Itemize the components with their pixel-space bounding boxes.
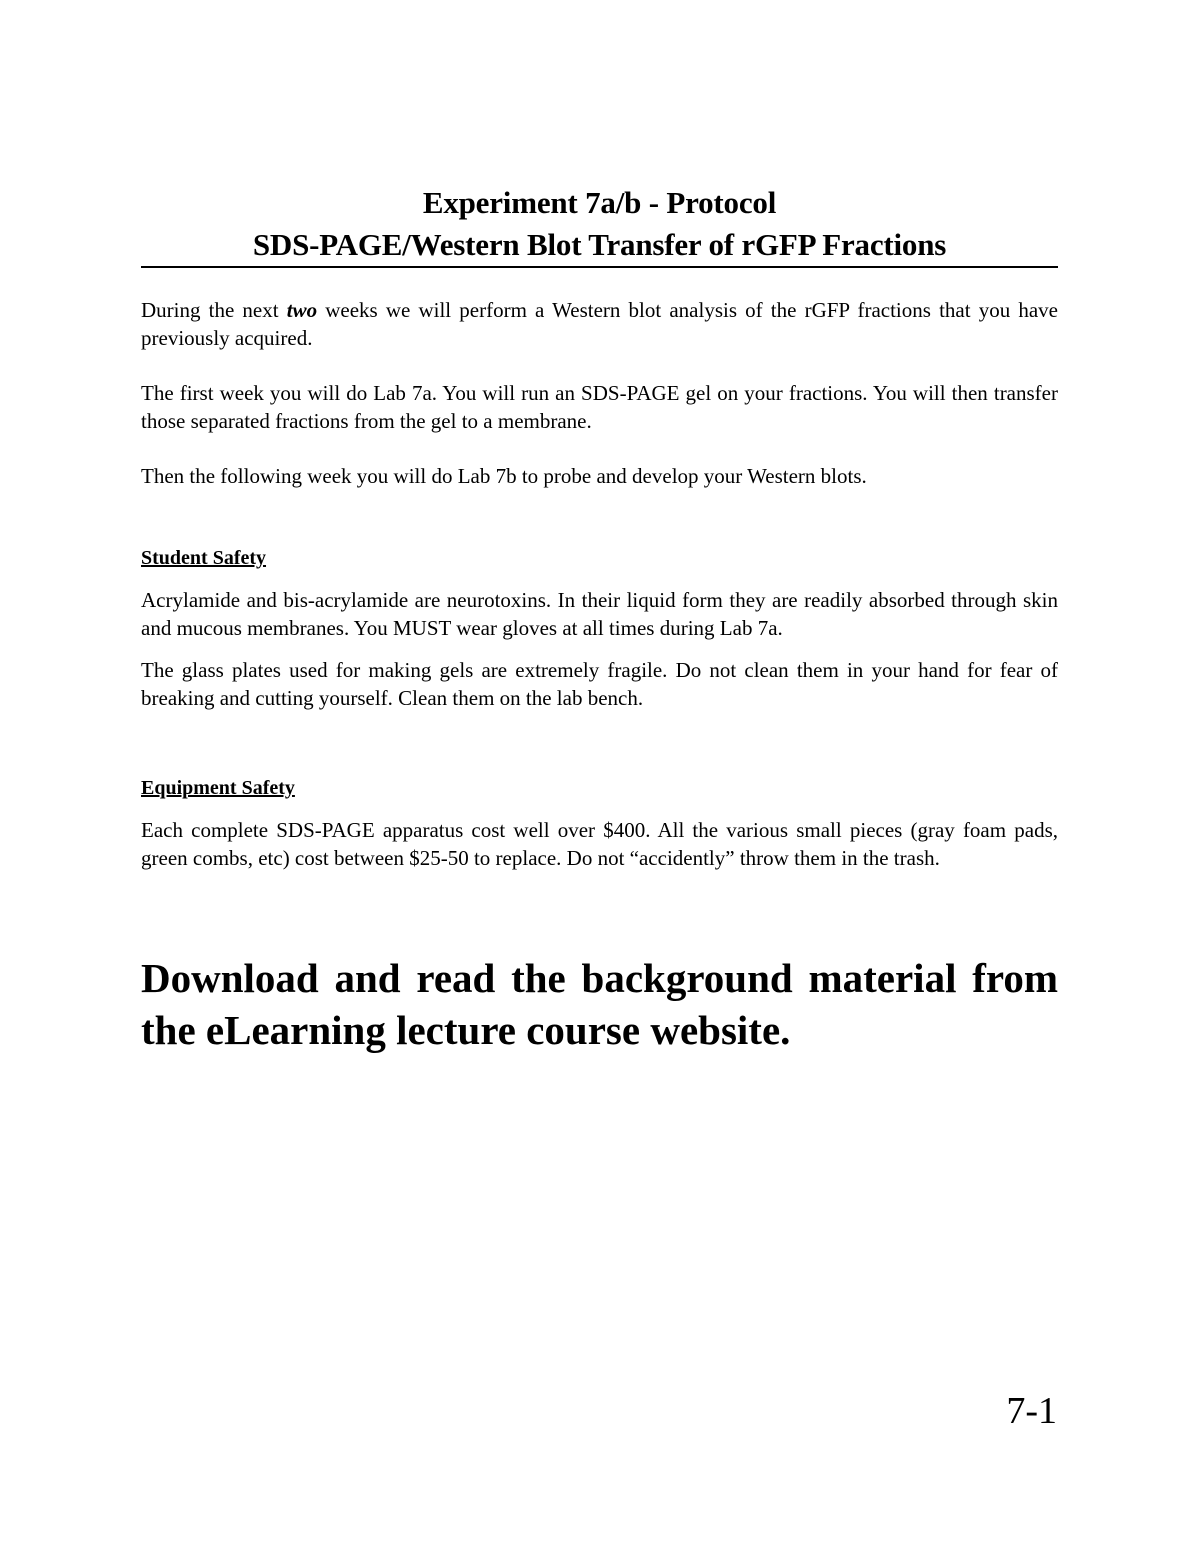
page-number: 7-1 bbox=[1006, 1390, 1057, 1432]
page-content bbox=[141, 182, 1058, 1097]
student-safety-paragraph-1: Acrylamide and bis-acrylamide are neurotoxins. In their liquid form they are readily absorbed through skin and mucous membranes. You MUST wear gloves at all times during Lab 7a. bbox=[141, 588, 1058, 640]
download-callout: Download and read the background material from the eLearning lecture course website. bbox=[141, 955, 1058, 1053]
week2-paragraph: Then the following week you will do Lab 7b to probe and develop your Western blots. bbox=[141, 464, 867, 488]
title-line-2: SDS-PAGE/Western Blot Transfer of rGFP Fractions bbox=[252, 227, 947, 262]
document-title bbox=[141, 182, 1058, 268]
student-safety-heading: Student Safety bbox=[141, 547, 267, 569]
intro-text-end: weeks we will perform a Western blot analysis of the rGFP fractions that you have previously acquired. bbox=[141, 298, 1058, 350]
week1-paragraph: The first week you will do Lab 7a. You will run an SDS-PAGE gel on your fractions. You will then transfer those separated fractions from the gel to a membrane. bbox=[141, 381, 1058, 433]
intro-paragraph bbox=[141, 296, 1058, 352]
equipment-safety-paragraph: Each complete SDS-PAGE apparatus cost well over $400. All the various small pieces (gray foam pads, green combs, etc) cost between $25-50 to replace. Do not “accidently” throw them in the trash. bbox=[141, 818, 1058, 870]
intro-text-start: During the next bbox=[141, 298, 287, 322]
intro-emphasis: two bbox=[286, 298, 318, 322]
equipment-safety-heading: Equipment Safety bbox=[141, 777, 295, 799]
student-safety-paragraph-2: The glass plates used for making gels are extremely fragile. Do not clean them in your hand for fear of breaking and cutting yourself. Clean them on the lab bench. bbox=[141, 658, 1058, 710]
title-line-1: Experiment 7a/b - Protocol bbox=[422, 185, 777, 220]
